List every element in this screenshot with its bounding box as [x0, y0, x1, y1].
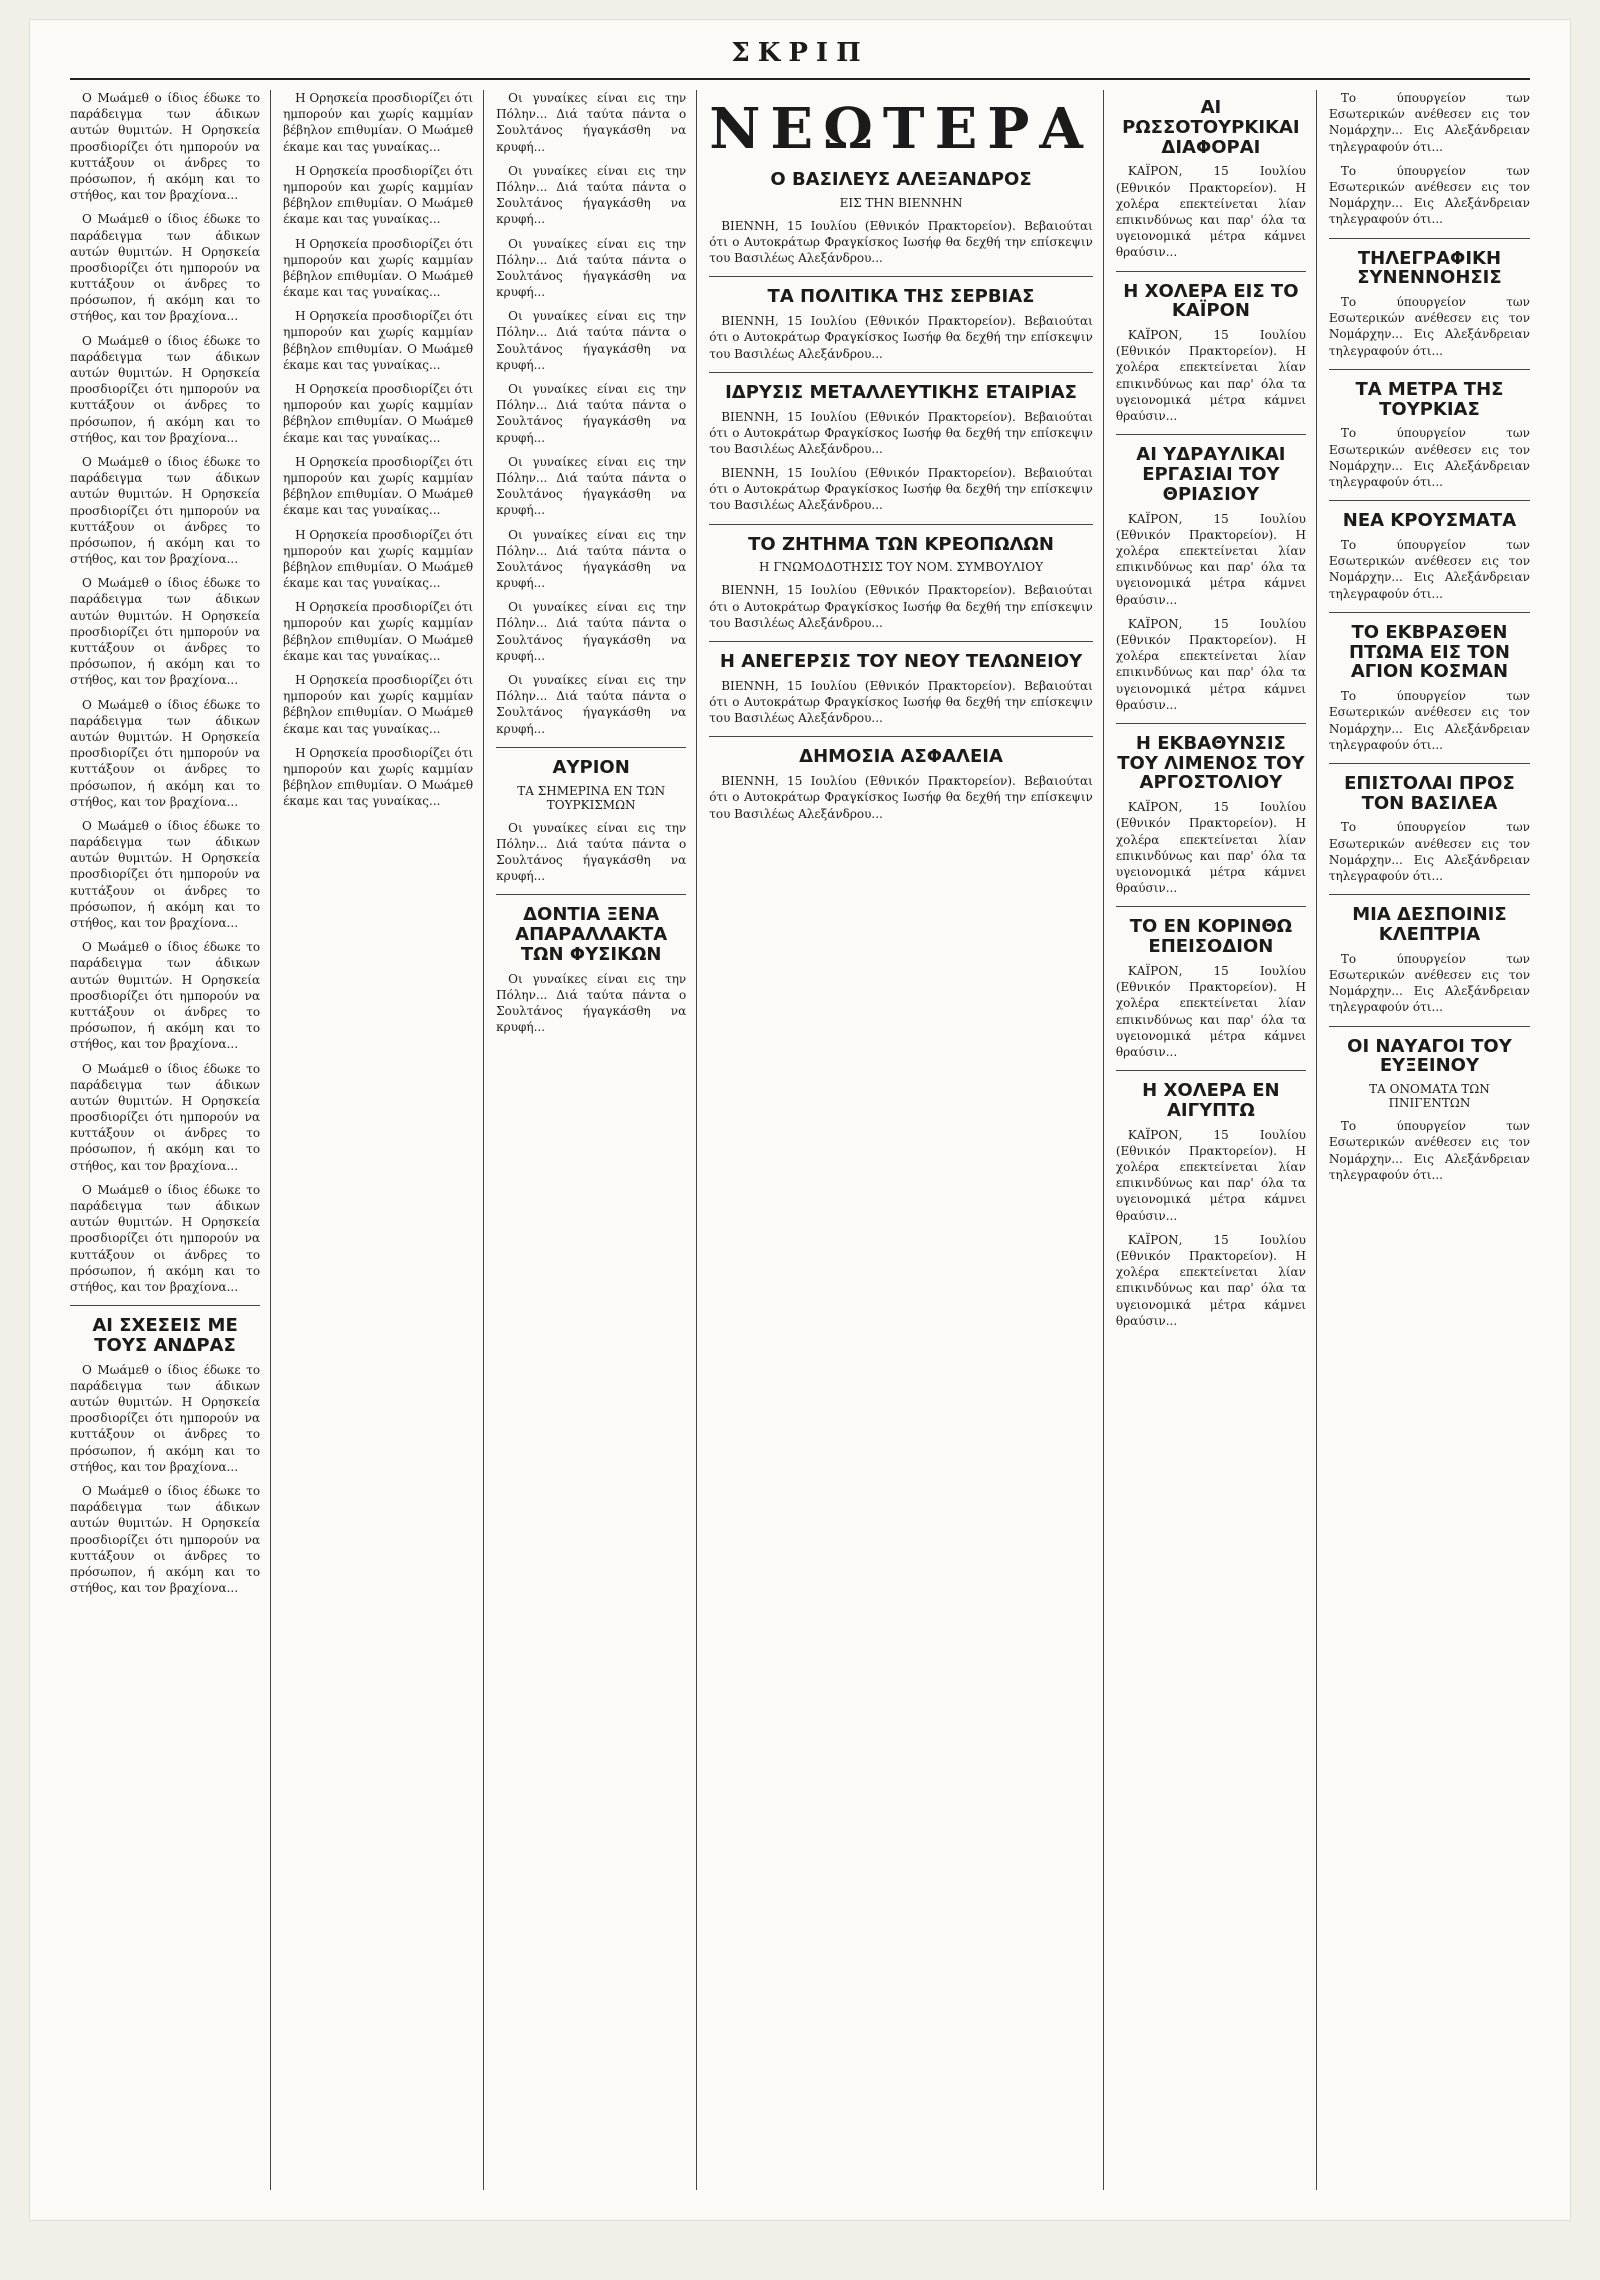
- letters-text: Το ύπουργείον των Εσωτερικών ανέθεσεν εις τον Νομάρχην... Εις Αλεξάνδρειαν τηλεγραφούν ότι...: [1328, 820, 1530, 884]
- ship-text: Το ύπουργείον των Εσωτερικών ανέθεσεν εις τον Νομάρχην... Εις Αλεξάνδρειαν τηλεγραφούν ότι...: [1328, 689, 1530, 752]
- corinth-title: ΤΟ ΕΝ ΚΟΡΙΝΘΩ ΕΠΕΙΣΟΔΙΟΝ: [1129, 916, 1293, 958]
- col6-intro: Το ύπουργείον των Εσωτερικών ανέθεσεν εις τον Νομάρχην... Εις Αλεξάνδρειαν τηλεγραφούν ότι... Το ύπουργείον των Εσωτερικών ανέθεσεν εις τον Νομάρχην... Εις Αλεξάνδρειαν τηλεγραφούν ότι...: [1328, 91, 1530, 227]
- eksinou-title: ΟΙ ΝΑΥΑΓΟΙ ΤΟΥ ΕΥΞΕΙΝΟΥ: [1347, 1035, 1512, 1077]
- cholera-egypt-title: Η ΧΟΛΕΡΑ ΕΝ ΑΙΓΥΠΤΩ: [1142, 1080, 1280, 1121]
- ship-title: ΤΟ ΕΚΒΡΑΣΘΕΝ ΠΤΩΜΑ ΕΙΣ ΤΟΝ ΑΓΙΟΝ ΚΟΣΜΑΝ: [1348, 621, 1510, 683]
- tomorrow-text: Οι γυναίκες είναι εις την Πόλην... Διά ταύτα πάντα ο Σουλτάνος ήγαγκάσθη να κρυφή...: [496, 820, 687, 884]
- letters-title: ΕΠΙΣΤΟΛΑΙ ΠΡΟΣ ΤΟΝ ΒΑΣΙΛΕΑ: [1344, 772, 1515, 814]
- columns: [70, 90, 1530, 2190]
- teeth-title: ΔΟΝΤΙΑ ΞΕΝΑ ΑΠΑΡΑΛΛΑΚΤΑ ΤΩΝ ΦΥΣΙΚΩΝ: [515, 904, 668, 965]
- cholera-cairo-text: ΚΑΪΡΟΝ, 15 Ιουλίου (Εθνικόν Πρακτορείον). Η χολέρα επεκτείνεται λίαν επικινδύνως και παρ' όλα τα υγειονομικά μέτρα κάμνει θραύσιν...: [1115, 328, 1306, 424]
- newest-title: ΝΕΩΤΕΡΑ: [709, 96, 1093, 162]
- drowned-text: Το ύπουργείον των Εσωτερικών ανέθεσεν εις τον Νομάρχην... Εις Αλεξάνδρειαν τηλεγραφούν ότι...: [1328, 1119, 1530, 1182]
- safety-text: ΒΙΕΝΝΗ, 15 Ιουλίου (Εθνικόν Πρακτορείον). Βεβαιούται ότι ο Αυτοκράτωρ Φραγκίσκος Ιωσήφ θα δεχθή την επίσκεψιν του Βασιλέως Αλεξάνδρου...: [709, 774, 1093, 821]
- serbia-text: ΒΙΕΝΝΗ, 15 Ιουλίου (Εθνικόν Πρακτορείον). Βεβαιούται ότι ο Αυτοκράτωρ Φραγκίσκος Ιωσήφ θα δεχθή την επίσκεψιν του Βασιλέως Αλεξάνδρου...: [709, 314, 1093, 361]
- king-title-2: ΕΙΣ ΤΗΝ ΒΙΕΝΝΗΝ: [839, 195, 963, 210]
- top-rule: [70, 78, 1530, 80]
- customs-title: Η ΑΝΕΓΕΡΣΙΣ ΤΟΥ ΝΕΟΥ ΤΕΛΩΝΕΙΟΥ: [719, 651, 1083, 672]
- col-3: [496, 90, 697, 2190]
- company-title: ΙΔΡΥΣΙΣ ΜΕΤΑΛΛΕΥΤΙΚΗΣ ΕΤΑΙΡΙΑΣ: [725, 381, 1077, 403]
- newspaper-page: [30, 20, 1570, 2220]
- turkish-title: ΤΑ ΣΗΜΕΡΙΝΑ ΕΝ ΤΩΝ ΤΟΥΡΚΙΣΜΩΝ: [517, 783, 666, 812]
- masthead: ΣΚΡΙΠ: [731, 38, 869, 68]
- col-4: [709, 90, 1104, 2190]
- hydro-text: ΚΑΪΡΟΝ, 15 Ιουλίου (Εθνικόν Πρακτορείον). Η χολέρα επεκτείνεται λίαν επικινδύνως και παρ' όλα τα υγειονομικά μέτρα κάμνει θραύσιν... ΚΑΪΡΟΝ, 15 Ιουλίου (Εθνικόν Πρακτορείον). Η χολέρα επεκτείνεται λίαν επικινδύνως και παρ' όλα τα υγειονομικά μέτρα κάμνει θραύσιν...: [1115, 511, 1306, 712]
- serbia-title: ΤΑ ΠΟΛΙΤΙΚΑ ΤΗΣ ΣΕΡΒΙΑΣ: [767, 286, 1035, 308]
- king-title-1: Ο ΒΑΣΙΛΕΥΣ ΑΛΕΞΑΝΔΡΟΣ: [770, 169, 1032, 190]
- corinth-text: ΚΑΪΡΟΝ, 15 Ιουλίου (Εθνικόν Πρακτορείον). Η χολέρα επεκτείνεται λίαν επικινδύνως και παρ' όλα τα υγειονομικά μέτρα κάμνει θραύσιν...: [1115, 963, 1306, 1059]
- telegraph-title: ΤΗΛΕΓΡΑΦΙΚΗ ΣΥΝΕΝΝΟΗΣΙΣ: [1357, 247, 1502, 289]
- company-text: ΒΙΕΝΝΗ, 15 Ιουλίου (Εθνικόν Πρακτορείον). Βεβαιούται ότι ο Αυτοκράτωρ Φραγκίσκος Ιωσήφ θα δεχθή την επίσκεψιν του Βασιλέως Αλεξάνδρου... ΒΙΕΝΝΗ, 15 Ιουλίου (Εθνικόν Πρακτορείον). Βεβαιούται ότι ο Αυτοκράτωρ Φραγκίσκος Ιωσήφ θα δεχθή την επίσκεψιν του Βασιλέως Αλεξάνδρου...: [709, 409, 1093, 513]
- measures-title: ΤΑ ΜΕΤΡΑ ΤΗΣ ΤΟΥΡΚΙΑΣ: [1355, 378, 1504, 420]
- king-text: ΒΙΕΝΝΗ, 15 Ιουλίου (Εθνικόν Πρακτορείον). Βεβαιούται ότι ο Αυτοκράτωρ Φραγκίσκος Ιωσήφ θα δεχθή την επίσκεψιν του Βασιλέως Αλεξάνδρου...: [709, 218, 1093, 266]
- dredging-text: ΚΑΪΡΟΝ, 15 Ιουλίου (Εθνικόν Πρακτορείον). Η χολέρα επεκτείνεται λίαν επικινδύνως και παρ' όλα τα υγειονομικά μέτρα κάμνει θραύσιν...: [1115, 800, 1306, 896]
- russia-text: ΚΑΪΡΟΝ, 15 Ιουλίου (Εθνικόν Πρακτορείον). Η χολέρα επεκτείνεται λίαν επικινδύνως και παρ' όλα τα υγειονομικά μέτρα κάμνει θραύσιν...: [1115, 164, 1306, 260]
- col-1: [70, 90, 271, 2190]
- col2-text: Η Ορησκεία προσδιορίζει ότι ημπορούν και χωρίς καμμίαν βέβηλον επιθυμίαν. Ο Μωάμεθ έκαμε και τας γυναίκας... Η Ορησκεία προσδιορίζει ότι ημπορούν και χωρίς καμμίαν βέβηλον επιθυμίαν. Ο Μωάμεθ έκαμε και τας γυναίκας... Η Ορησκεία προσδιορίζει ότι ημπορούν και χωρίς καμμίαν βέβηλον επιθυμίαν. Ο Μωάμεθ έκαμε και τας γυναίκας... Η Ορησκεία προσδιορίζει ότι ημπορούν και χωρίς καμμίαν βέβηλον επιθυμίαν. Ο Μωάμεθ έκαμε και τας γυναίκας... Η Ορησκεία προσδιορίζει ότι ημπορούν και χωρίς καμμίαν βέβηλον επιθυμίαν. Ο Μωάμεθ έκαμε και τας γυναίκας... Η Ορησκεία προσδιορίζει ότι ημπορούν και χωρίς καμμίαν βέβηλον επιθυμίαν. Ο Μωάμεθ έκαμε και τας γυναίκας... Η Ορησκεία προσδιορίζει ότι ημπορούν και χωρίς καμμίαν βέβηλον επιθυμίαν. Ο Μωάμεθ έκαμε και τας γυναίκας... Η Ορησκεία προσδιορίζει ότι ημπορούν και χωρίς καμμίαν βέβηλον επιθυμίαν. Ο Μωάμεθ έκαμε και τας γυναίκας... Η Ορησκεία προσδιορίζει ότι ημπορούν και χωρίς καμμίαν βέβηλον επιθυμίαν. Ο Μωάμεθ έκαμε και τας γυναίκας... Η Ορησκεία προσδιορίζει ότι ημπορούν και χωρίς καμμίαν βέβηλον επιθυμίαν. Ο Μωάμεθ έκαμε και τας γυναίκας...: [283, 91, 474, 809]
- telegraph-text: Το ύπουργείον των Εσωτερικών ανέθεσεν εις τον Νομάρχην... Εις Αλεξάνδρειαν τηλεγραφούν ότι...: [1328, 295, 1530, 358]
- meat-title: ΤΟ ΖΗΤΗΜΑ ΤΩΝ ΚΡΕΟΠΩΛΩΝ: [748, 533, 1054, 555]
- col-6: [1329, 90, 1530, 2190]
- safety-title: ΔΗΜΟΣΙΑ ΑΣΦΑΛΕΙΑ: [799, 746, 1003, 768]
- meat-text: ΒΙΕΝΝΗ, 15 Ιουλίου (Εθνικόν Πρακτορείον). Βεβαιούται ότι ο Αυτοκράτωρ Φραγκίσκος Ιωσήφ θα δεχθή την επίσκεψιν του Βασιλέως Αλεξάνδρου...: [709, 583, 1093, 630]
- theft-text: Το ύπουργείον των Εσωτερικών ανέθεσεν εις τον Νομάρχην... Εις Αλεξάνδρειαν τηλεγραφούν ότι...: [1328, 951, 1530, 1015]
- hydro-title: ΑΙ ΥΔΡΑΥΛΙΚΑΙ ΕΡΓΑΣΙΑΙ ΤΟΥ ΘΡΙΑΣΙΟΥ: [1136, 444, 1286, 505]
- meat-sub: Η ΓΝΩΜΟΔΟΤΗΣΙΣ ΤΟΥ ΝΟΜ. ΣΥΜΒΟΥΛΙΟΥ: [759, 560, 1043, 575]
- theft-title: ΜΙΑ ΔΕΣΠΟΙΝΙΣ ΚΛΕΠΤΡΙΑ: [1352, 904, 1507, 946]
- col1-text: Ο Μωάμεθ ο ίδιος έδωκε το παράδειγμα των άδικων αυτών θυμιτών. Η Ορησκεία προσδιορίζει ότι ημπορούν να κυττάξουν οι άνδρες το πρόσωπον, ή ακόμη και το στήθος, και τον βραχίονα... Ο Μωάμεθ ο ίδιος έδωκε το παράδειγμα των άδικων αυτών θυμιτών. Η Ορησκεία προσδιορίζει ότι ημπορούν να κυττάξουν οι άνδρες το πρόσωπον, ή ακόμη και το στήθος, και τον βραχίονα... Ο Μωάμεθ ο ίδιος έδωκε το παράδειγμα των άδικων αυτών θυμιτών. Η Ορησκεία προσδιορίζει ότι ημπορούν να κυττάξουν οι άνδρες το πρόσωπον, ή ακόμη και το στήθος, και τον βραχίονα... Ο Μωάμεθ ο ίδιος έδωκε το παράδειγμα των άδικων αυτών θυμιτών. Η Ορησκεία προσδιορίζει ότι ημπορούν να κυττάξουν οι άνδρες το πρόσωπον, ή ακόμη και το στήθος, και τον βραχίονα... Ο Μωάμεθ ο ίδιος έδωκε το παράδειγμα των άδικων αυτών θυμιτών. Η Ορησκεία προσδιορίζει ότι ημπορούν να κυττάξουν οι άνδρες το πρόσωπον, ή ακόμη και το στήθος, και τον βραχίονα... Ο Μωάμεθ ο ίδιος έδωκε το παράδειγμα των άδικων αυτών θυμιτών. Η Ορησκεία προσδιορίζει ότι ημπορούν να κυττάξουν οι άνδρες το πρόσωπον, ή ακόμη και το στήθος, και τον βραχίονα... Ο Μωάμεθ ο ίδιος έδωκε το παράδειγμα των άδικων αυτών θυμιτών. Η Ορησκεία προσδιορίζει ότι ημπορούν να κυττάξουν οι άνδρες το πρόσωπον, ή ακόμη και το στήθος, και τον βραχίονα... Ο Μωάμεθ ο ίδιος έδωκε το παράδειγμα των άδικων αυτών θυμιτών. Η Ορησκεία προσδιορίζει ότι ημπορούν να κυττάξουν οι άνδρες το πρόσωπον, ή ακόμη και το στήθος, και τον βραχίονα... Ο Μωάμεθ ο ίδιος έδωκε το παράδειγμα των άδικων αυτών θυμιτών. Η Ορησκεία προσδιορίζει ότι ημπορούν να κυττάξουν οι άνδρες το πρόσωπον, ή ακόμη και το στήθος, και τον βραχίονα... Ο Μωάμεθ ο ίδιος έδωκε το παράδειγμα των άδικων αυτών θυμιτών. Η Ορησκεία προσδιορίζει ότι ημπορούν να κυττάξουν οι άνδρες το πρόσωπον, ή ακόμη και το στήθος, και τον βραχίονα...: [70, 91, 261, 1294]
- tomorrow-title: ΑΥΡΙΟΝ: [552, 756, 630, 778]
- dredging-title: Η ΕΚΒΑΘΥΝΣΙΣ ΤΟΥ ΛΙΜΕΝΟΣ ΤΟΥ ΑΡΓΟΣΤΟΛΙΟΥ: [1117, 732, 1305, 794]
- drowned-title: ΤΑ ΟΝΟΜΑΤΑ ΤΩΝ ΠΝΙΓΕΝΤΩΝ: [1369, 1082, 1490, 1111]
- cholera-egypt-text: ΚΑΪΡΟΝ, 15 Ιουλίου (Εθνικόν Πρακτορείον). Η χολέρα επεκτείνεται λίαν επικινδύνως και παρ' όλα τα υγειονομικά μέτρα κάμνει θραύσιν... ΚΑΪΡΟΝ, 15 Ιουλίου (Εθνικόν Πρακτορείον). Η χολέρα επεκτείνεται λίαν επικινδύνως και παρ' όλα τα υγειονομικά μέτρα κάμνει θραύσιν...: [1115, 1127, 1306, 1328]
- col-5: [1116, 90, 1317, 2190]
- men-text: Ο Μωάμεθ ο ίδιος έδωκε το παράδειγμα των άδικων αυτών θυμιτών. Η Ορησκεία προσδιορίζει ότι ημπορούν να κυττάξουν οι άνδρες το πρόσωπον, ή ακόμη και το στήθος, και τον βραχίονα... Ο Μωάμεθ ο ίδιος έδωκε το παράδειγμα των άδικων αυτών θυμιτών. Η Ορησκεία προσδιορίζει ότι ημπορούν να κυττάξουν οι άνδρες το πρόσωπον, ή ακόμη και το στήθος, και τον βραχίονα...: [70, 1362, 261, 1596]
- cases-title: ΝΕΑ ΚΡΟΥΣΜΑΤΑ: [1342, 510, 1517, 532]
- cases-text: Το ύπουργείον των Εσωτερικών ανέθεσεν εις τον Νομάρχην... Εις Αλεξάνδρειαν τηλεγραφούν ότι...: [1328, 537, 1530, 601]
- russia-title: ΑΙ ΡΩΣΣΟΤΟΥΡΚΙΚΑΙ ΔΙΑΦΟΡΑΙ: [1122, 97, 1300, 158]
- measures-text: Το ύπουργείον των Εσωτερικών ανέθεσεν εις τον Νομάρχην... Εις Αλεξάνδρειαν τηλεγραφούν ότι...: [1328, 426, 1530, 489]
- cholera-cairo-title: Η ΧΟΛΕΡΑ ΕΙΣ ΤΟ ΚΑΪΡΟΝ: [1123, 280, 1299, 322]
- col3-text: Οι γυναίκες είναι εις την Πόλην... Διά ταύτα πάντα ο Σουλτάνος ήγαγκάσθη να κρυφή... Οι γυναίκες είναι εις την Πόλην... Διά ταύτα πάντα ο Σουλτάνος ήγαγκάσθη να κρυφή... Οι γυναίκες είναι εις την Πόλην... Διά ταύτα πάντα ο Σουλτάνος ήγαγκάσθη να κρυφή... Οι γυναίκες είναι εις την Πόλην... Διά ταύτα πάντα ο Σουλτάνος ήγαγκάσθη να κρυφή... Οι γυναίκες είναι εις την Πόλην... Διά ταύτα πάντα ο Σουλτάνος ήγαγκάσθη να κρυφή... Οι γυναίκες είναι εις την Πόλην... Διά ταύτα πάντα ο Σουλτάνος ήγαγκάσθη να κρυφή... Οι γυναίκες είναι εις την Πόλην... Διά ταύτα πάντα ο Σουλτάνος ήγαγκάσθη να κρυφή... Οι γυναίκες είναι εις την Πόλην... Διά ταύτα πάντα ο Σουλτάνος ήγαγκάσθη να κρυφή... Οι γυναίκες είναι εις την Πόλην... Διά ταύτα πάντα ο Σουλτάνος ήγαγκάσθη να κρυφή...: [496, 91, 687, 736]
- teeth-text: Οι γυναίκες είναι εις την Πόλην... Διά ταύτα πάντα ο Σουλτάνος ήγαγκάσθη να κρυφή...: [496, 971, 687, 1035]
- customs-text: ΒΙΕΝΝΗ, 15 Ιουλίου (Εθνικόν Πρακτορείον). Βεβαιούται ότι ο Αυτοκράτωρ Φραγκίσκος Ιωσήφ θα δεχθή την επίσκεψιν του Βασιλέως Αλεξάνδρου...: [709, 678, 1093, 726]
- col-2: [283, 90, 484, 2190]
- men-title: ΑΙ ΣΧΕΣΕΙΣ ΜΕ ΤΟΥΣ ΑΝΔΡΑΣ: [92, 1315, 238, 1356]
